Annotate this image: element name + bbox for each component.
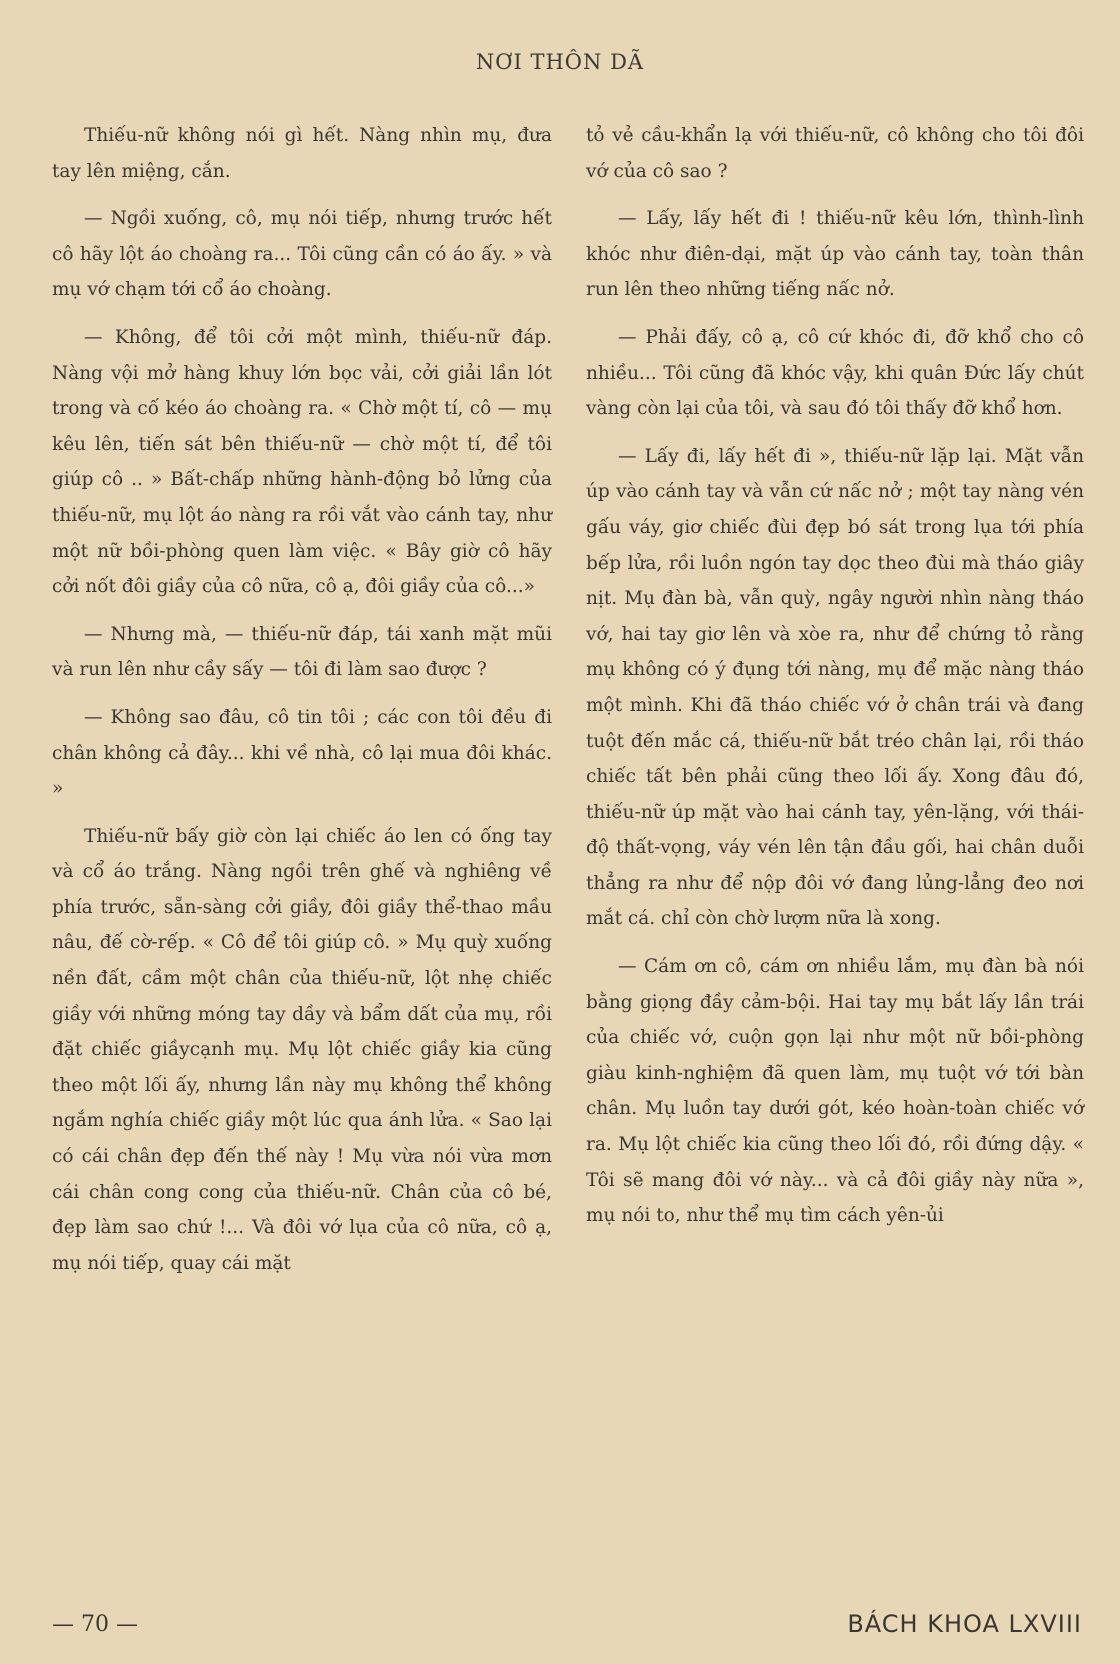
- journal-title: BÁCH KHOA LXVIII: [847, 1610, 1082, 1638]
- paragraph: — Phải đấy, cô ạ, cô cứ khóc đi, đỡ khổ cho cô nhiều... Tôi cũng đã khóc vậy, khi quân Đức lấy chút vàng còn lại của tôi, và sau đó tôi thấy đỡ khổ hơn.: [586, 326, 1084, 420]
- paragraph: tỏ vẻ cầu-khẩn lạ với thiếu-nữ, cô không cho tôi đôi vớ của cô sao ?: [586, 125, 1084, 182]
- left-column: [52, 118, 552, 1293]
- paragraph: — Lấy đi, lấy hết đi », thiếu-nữ lặp lại. Mặt vẫn úp vào cánh tay và vẫn cứ nấc nở ; một tay nàng vén gấu váy, giơ chiếc đùi đẹp bó sát trong lụa tới phía bếp lửa, rồi luồn ngón tay dọc theo đùi mà tháo giây nịt. Mụ đàn bà, vẫn quỳ, ngây người nhìn nàng tháo vớ, hai tay giơ lên và xòe ra, như để chứng tỏ rằng mụ không có ý đụng tới nàng, mụ để mặc nàng tháo một mình. Khi đã tháo chiếc vớ ở chân trái và đang tuột đến mắc cá, thiếu-nữ bắt tréo chân lại, rồi tháo chiếc tất bên phải cũng theo lối ấy. Xong đâu đó, thiếu-nữ úp mặt vào hai cánh tay, yên-lặng, với thái-độ thất-vọng, váy vén lên tận đầu gối, hai chân duỗi thẳng ra như để nộp đôi vớ đang lủng-lẳng đeo nơi mắt cá. chỉ còn chờ lượm nữa là xong.: [586, 445, 1084, 930]
- right-column: [586, 118, 1084, 1246]
- paragraph: — Không, để tôi cởi một mình, thiếu-nữ đáp. Nàng vội mở hàng khuy lớn bọc vải, cởi giải lần lót trong và cố kéo áo choàng ra. « Chờ một tí, cô — mụ kêu lên, tiến sát bên thiếu-nữ — chờ một tí, để tôi giúp cô .. » Bất-chấp những hành-động bỏ lửng của thiếu-nữ, mụ lột áo nàng ra rồi vắt vào cánh tay, như một nữ bồi-phòng quen làm việc. « Bây giờ cô hãy cởi nốt đôi giầy của cô nữa, cô ạ, đôi giầy của cô...»: [52, 326, 552, 598]
- paragraph: — Nhưng mà, — thiếu-nữ đáp, tái xanh mặt mũi và run lên như cầy sấy — tôi đi làm sao được ?: [52, 623, 552, 681]
- running-title: NƠI THÔN DÃ: [475, 50, 645, 74]
- paragraph: — Ngồi xuống, cô, mụ nói tiếp, nhưng trước hết cô hãy lột áo choàng ra... Tôi cũng cần có áo ấy. » và mụ vớ chạm tới cổ áo choàng.: [52, 208, 552, 301]
- paragraph: Thiếu-nữ bấy giờ còn lại chiếc áo len có ống tay và cổ áo trắng. Nàng ngồi trên ghế và nghiêng về phía trước, sẵn-sàng cởi giầy, đôi giầy thể-thao mầu nâu, đế cờ-rếp. « Cô để tôi giúp cô. » Mụ quỳ xuống nền đất, cầm một chân của thiếu-nữ, lột nhẹ chiếc giầy với những móng tay dầy và bẩm dất của mụ, rồi đặt chiếc giầycạnh mụ. Mụ lột chiếc giầy kia cũng theo một lối ấy, nhưng lần này mụ không thể không ngắm nghía chiếc giầy một lúc qua ánh lửa. « Sao lại có cái chân đẹp đến thế này ! Mụ vừa nói vừa mơn cái chân cong cong của thiếu-nữ. Chân của cô bé, đẹp làm sao chứ !... Và đôi vớ lụa của cô nữa, cô ạ, mụ nói tiếp, quay cái mặt: [52, 825, 552, 1274]
- paragraph: Thiếu-nữ không nói gì hết. Nàng nhìn mụ, đưa tay lên miệng, cắn.: [52, 125, 552, 182]
- paragraph: — Không sao đâu, cô tin tôi ; các con tôi đều đi chân không cả đây... khi về nhà, cô lại mua đôi khác. »: [52, 706, 552, 800]
- paragraph: — Lấy, lấy hết đi ! thiếu-nữ kêu lớn, thình-lình khóc như điên-dại, mặt úp vào cánh tay, toàn thân run lên theo những tiếng nấc nở.: [586, 208, 1084, 301]
- page-number: — 70 —: [52, 1612, 138, 1637]
- paragraph: — Cám ơn cô, cám ơn nhiều lắm, mụ đàn bà nói bằng giọng đầy cảm-bội. Hai tay mụ bắt lấy lần trái của chiếc vớ, cuộn gọn lại như một nữ bồi-phòng giàu kinh-nghiệm đã quen làm, mụ tuột vớ tới bàn chân. Mụ luồn tay dưới gót, kéo hoàn-toàn chiếc vớ ra. Mụ lột chiếc kia cũng theo lối đó, rồi đứng dậy. « Tôi sẽ mang đôi vớ này... và cả đôi giầy này nữa », mụ nói to, như thể mụ tìm cách yên-ủi: [586, 956, 1084, 1227]
